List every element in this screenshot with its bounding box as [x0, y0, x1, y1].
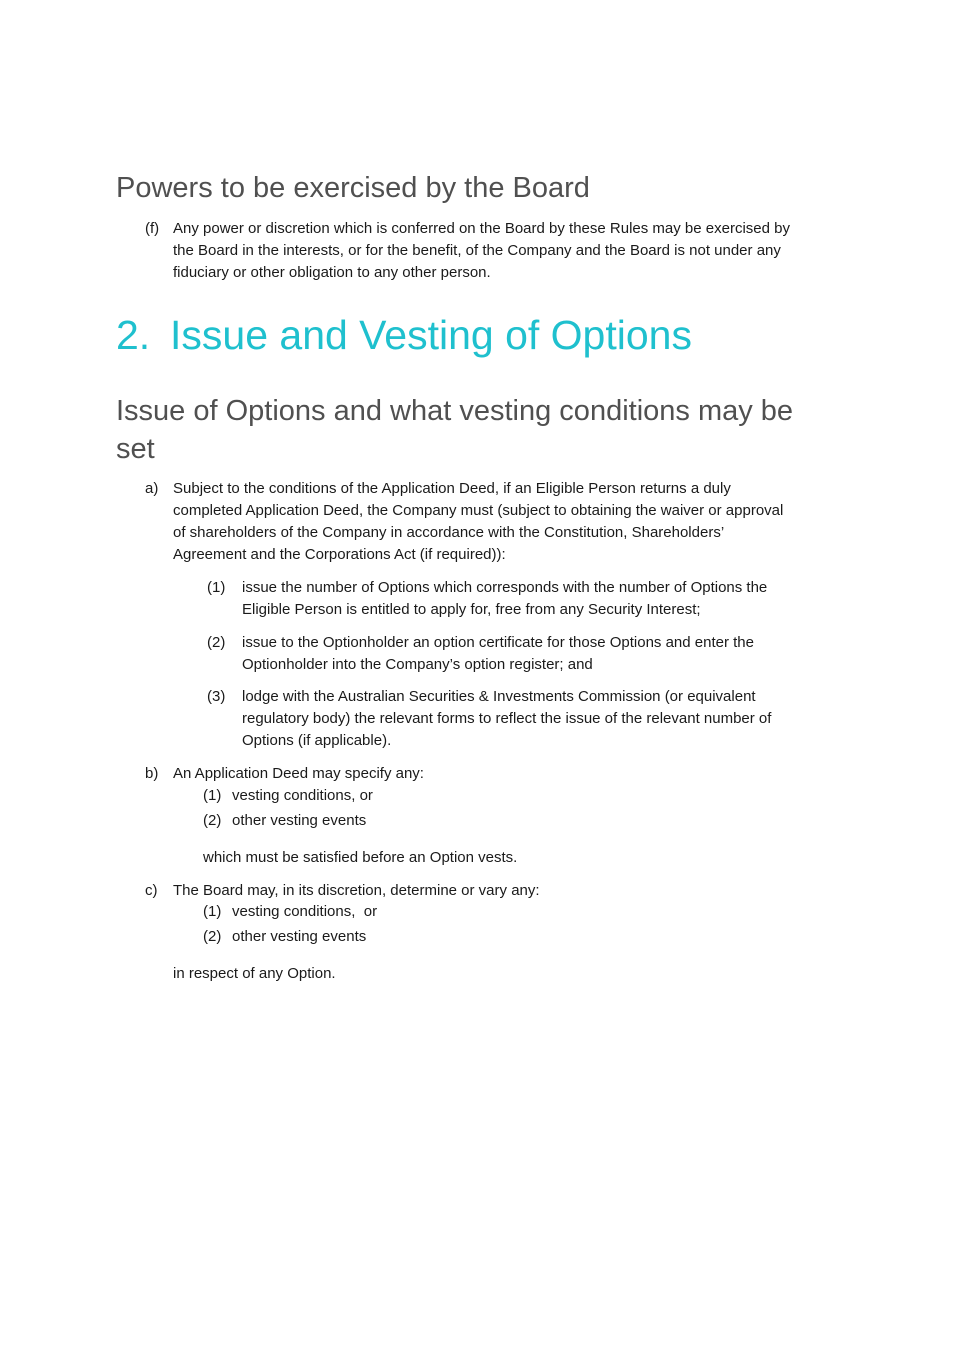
item-c-2-marker: (2) [203, 928, 222, 945]
section-2-number: 2. [116, 312, 151, 358]
section-2-heading [116, 311, 692, 359]
item-b-text: An Application Deed may specify any: [173, 765, 424, 782]
item-a-line: of shareholders of the Company in accordance with the Constitution, Shareholders’ [173, 524, 725, 541]
item-a-3-line: lodge with the Australian Securities & Investments Commission (or equivalent [242, 688, 756, 705]
item-b-2-marker: (2) [203, 812, 222, 829]
item-a-line: Agreement and the Corporations Act (if required)): [173, 546, 506, 563]
section-2-title: Issue and Vesting of Options [170, 312, 692, 358]
item-a-1-line: Eligible Person is entitled to apply for, free from any Security Interest; [242, 601, 701, 618]
item-b-marker: b) [145, 765, 159, 782]
item-c-marker: c) [145, 882, 158, 899]
item-f-line: the Board in the interests, or for the benefit, of the Company and the Board is not under any [173, 242, 781, 259]
item-a-2-marker: (2) [207, 634, 226, 651]
item-b-1-marker: (1) [203, 787, 222, 804]
item-c-1-text: vesting conditions, or [232, 903, 378, 920]
heading-powers: Powers to be exercised by the Board [116, 172, 590, 204]
heading-line: Issue of Options and what vesting conditions may be [116, 395, 794, 427]
item-a-2-line: issue to the Optionholder an option certificate for those Options and enter the [242, 634, 754, 651]
item-a-3-line: regulatory body) the relevant forms to reflect the issue of the relevant number of [242, 710, 772, 727]
item-c-text: The Board may, in its discretion, determine or vary any: [173, 882, 540, 899]
item-a-line: Subject to the conditions of the Application Deed, if an Eligible Person returns a duly [173, 480, 731, 497]
item-a-marker: a) [145, 480, 159, 497]
item-f-line: fiduciary or other obligation to any other person. [173, 264, 491, 281]
item-a-2-line: Optionholder into the Company’s option register; and [242, 656, 593, 673]
heading-line: set [116, 433, 155, 465]
item-c-1-marker: (1) [203, 903, 222, 920]
item-c-trailing: in respect of any Option. [173, 965, 336, 982]
item-a-line: completed Application Deed, the Company must (subject to obtaining the waiver or approval [173, 502, 784, 519]
item-a-1-marker: (1) [207, 579, 226, 596]
item-a-text [173, 478, 783, 566]
item-a-3-line: Options (if applicable). [242, 732, 392, 749]
item-a-2-text [242, 632, 754, 676]
item-a-3-text [242, 686, 771, 752]
item-a-1-line: issue the number of Options which corresponds with the number of Options the [242, 579, 768, 596]
item-f-text [173, 218, 790, 284]
item-f-marker: (f) [145, 220, 160, 237]
item-b-1-text: vesting conditions, or [232, 787, 373, 804]
item-b-2-text: other vesting events [232, 812, 367, 829]
item-f-line: Any power or discretion which is conferred on the Board by these Rules may be exercised by [173, 220, 790, 237]
item-c-2-text: other vesting events [232, 928, 367, 945]
item-a-3-marker: (3) [207, 688, 226, 705]
item-a-1-text [242, 577, 767, 621]
item-b-trailing: which must be satisfied before an Option vests. [203, 849, 518, 866]
heading-issue-of-options [116, 392, 793, 468]
